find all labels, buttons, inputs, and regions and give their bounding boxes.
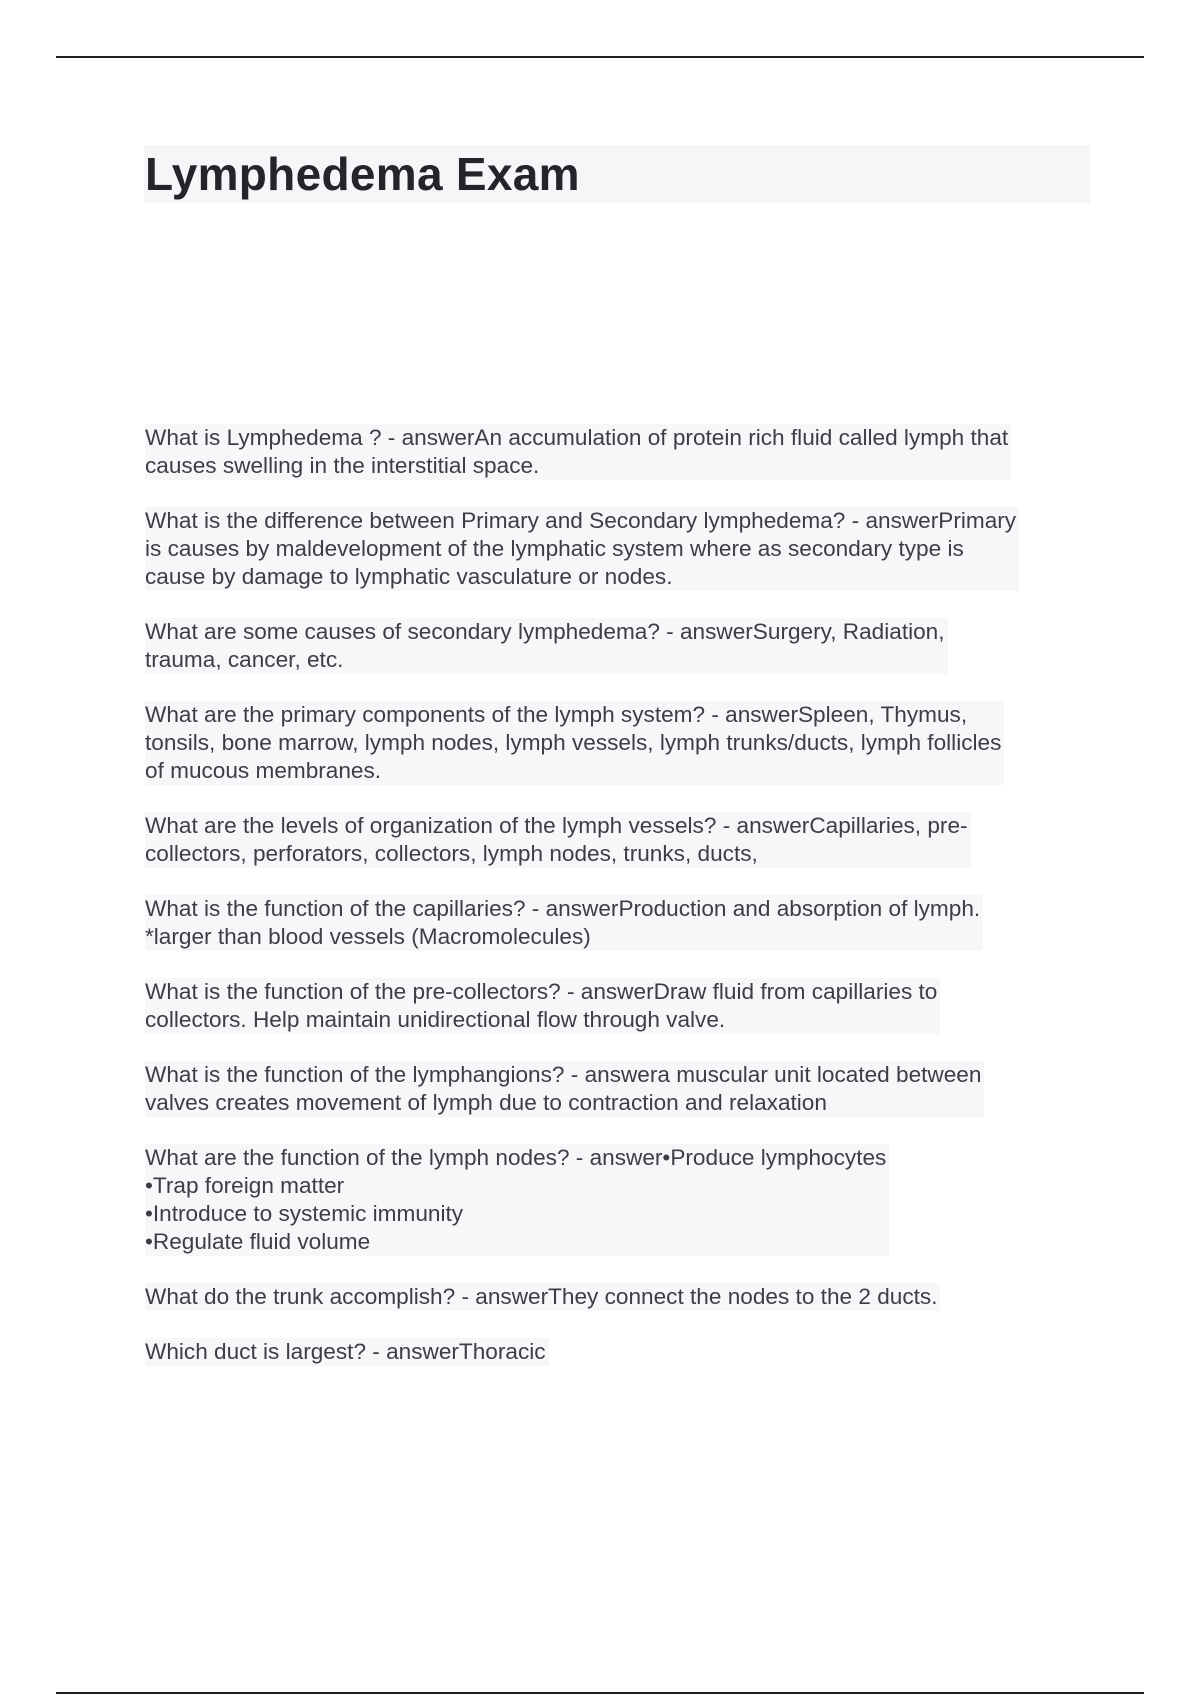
qa-list <box>145 424 1095 1393</box>
qa-item-3: What are some causes of secondary lymphedema? - answerSurgery, Radiation, trauma, cancer, etc. <box>145 618 948 674</box>
qa-item-7: What is the function of the pre-collectors? - answerDraw fluid from capillaries to collectors. Help maintain unidirectional flow through valve. <box>145 978 940 1034</box>
qa-item-9: What are the function of the lymph nodes? - answer•Produce lymphocytes •Trap foreign matter •Introduce to systemic immunity •Regulate fluid volume <box>145 1144 889 1256</box>
qa-item-5: What are the levels of organization of the lymph vessels? - answerCapillaries, pre- collectors, perforators, collectors, lymph nodes, trunks, ducts, <box>145 812 971 868</box>
page-title: Lymphedema Exam <box>145 148 580 200</box>
qa-item-2: What is the difference between Primary and Secondary lymphedema? - answerPrimary is causes by maldevelopment of the lymphatic system where as secondary type is cause by damage to lymphatic vasculature or nodes. <box>145 507 1019 591</box>
qa-item-1: What is Lymphedema ? - answerAn accumulation of protein rich fluid called lymph that causes swelling in the interstitial space. <box>145 424 1011 480</box>
top-rule <box>56 56 1144 58</box>
qa-item-6: What is the function of the capillaries? - answerProduction and absorption of lymph. *larger than blood vessels (Macromolecules) <box>145 895 983 951</box>
qa-item-8: What is the function of the lymphangions? - answera muscular unit located between valves creates movement of lymph due to contraction and relaxation <box>145 1061 984 1117</box>
qa-item-4: What are the primary components of the lymph system? - answerSpleen, Thymus, tonsils, bone marrow, lymph nodes, lymph vessels, lymph trunks/ducts, lymph follicles of mucous membranes. <box>145 701 1004 785</box>
bottom-rule <box>56 1692 1144 1694</box>
qa-item-10: What do the trunk accomplish? - answerThey connect the nodes to the 2 ducts. <box>145 1283 940 1311</box>
qa-item-11: Which duct is largest? - answerThoracic <box>145 1338 549 1366</box>
